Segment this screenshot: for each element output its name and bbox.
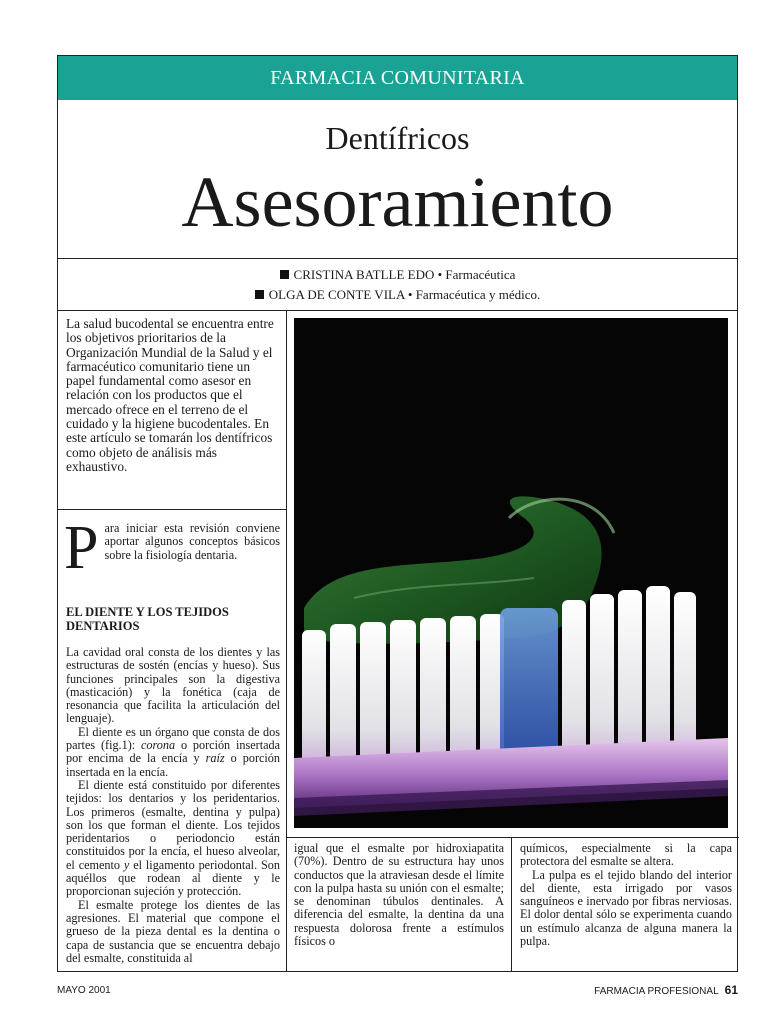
article-subtitle: Dentífricos [325, 120, 470, 156]
intro-paragraph [64, 514, 280, 582]
section-heading: EL DIENTE Y LOS TEJIDOS DENTARIOS [66, 605, 229, 633]
toothbrush-photo [294, 318, 728, 828]
article-frame [57, 55, 738, 972]
paragraph: La pulpa es el tejido blando del interior del diente, esta irrigado por vasos sanguíneos e inervado por fibras nerviosas. El dolor dental sólo se experimenta cuando un estímulo alcanza de alguna manera la pulpa. [520, 867, 732, 949]
author-name: OLGA DE CONTE VILA [268, 287, 405, 302]
body-column-middle: igual que el esmalte por hidroxiapatita (70%). Dentro de su estructura hay unos conductos que la atraviesan desde el límite con la pulpa hasta su unión con el esmalte; se denominan túbulos dentinales. A diferencia del esmalte, la dentina da una respuesta dolorosa frente a estímulos físicos o [286, 838, 512, 972]
paragraph: químicos, especialmente si la capa protectora del esmalte se altera. [520, 841, 732, 869]
section-banner: FARMACIA COMUNITARIA [58, 56, 737, 100]
square-bullet-icon [255, 290, 264, 299]
footer-date: MAYO 2001 [57, 985, 111, 996]
paragraph: El diente es un órgano que consta de dos partes (fig.1): corona o porción insertada por encima de la encía y raíz o porción insertada en la encía. [66, 724, 280, 779]
author-role: • Farmacéutica y médico. [404, 287, 541, 302]
body-column-right [512, 838, 739, 972]
author-name: CRISTINA BATLLE EDO [293, 267, 435, 282]
paragraph: La cavidad oral consta de los dientes y las estructuras de sostén (encías y hueso). Sus funciones principales son la digestiva (masticación) y la fonética (caja de resonancia que facilita la articulación del lenguaje). [66, 645, 280, 726]
author-role: • Farmacéutica [434, 267, 516, 282]
title-box [58, 100, 737, 259]
author-line [58, 265, 737, 285]
paragraph: El esmalte protege los dientes de las agresiones. El material que compone el grueso de la pieza dental es la dentina o capa de sustancia que se encuentra debajo del esmalte, constituida al [66, 897, 280, 965]
author-list [58, 258, 737, 311]
page-number: 61 [724, 983, 738, 997]
paragraph: El diente está constituido por diferentes tejidos: los dentarios y los peridentarios. Los primeros (esmalte, dentina y pulpa) son los que forman el diente. Los tejidos peridentarios o periodoncio están constituidos por la encía, el hueso alveolar, el cemento y el ligamento periodontal. Son aquéllos que rodean al diente y le proporcionan sujeción y protección. [66, 777, 280, 899]
bottom-columns [286, 837, 739, 972]
abstract: La salud bucodental se encuentra entre los objetivos prioritarios de la Organización Mundial de la Salud y el farmacéutico comunitario tiene un papel fundamental como asesor en relación con los productos que el mercado ofrece en el terreno de el cuidado y la higiene bucodentales. En este artículo se tomarán los dentífricos como objeto de análisis más exhaustivo. [58, 310, 286, 510]
article-title: Asesoramiento [181, 162, 614, 242]
journal-name: FARMACIA PROFESIONAL [594, 986, 719, 997]
drop-cap: P [64, 514, 99, 582]
body-text-left [58, 514, 286, 965]
footer-journal [594, 983, 738, 997]
author-line [58, 285, 737, 305]
toothbrush-with-toothpaste-icon [294, 318, 728, 828]
intro-text: ara iniciar esta revisión conviene aportar algunos conceptos básicos sobre la fisiología dentaria. [104, 521, 280, 562]
left-column [58, 310, 287, 971]
square-bullet-icon [280, 270, 289, 279]
